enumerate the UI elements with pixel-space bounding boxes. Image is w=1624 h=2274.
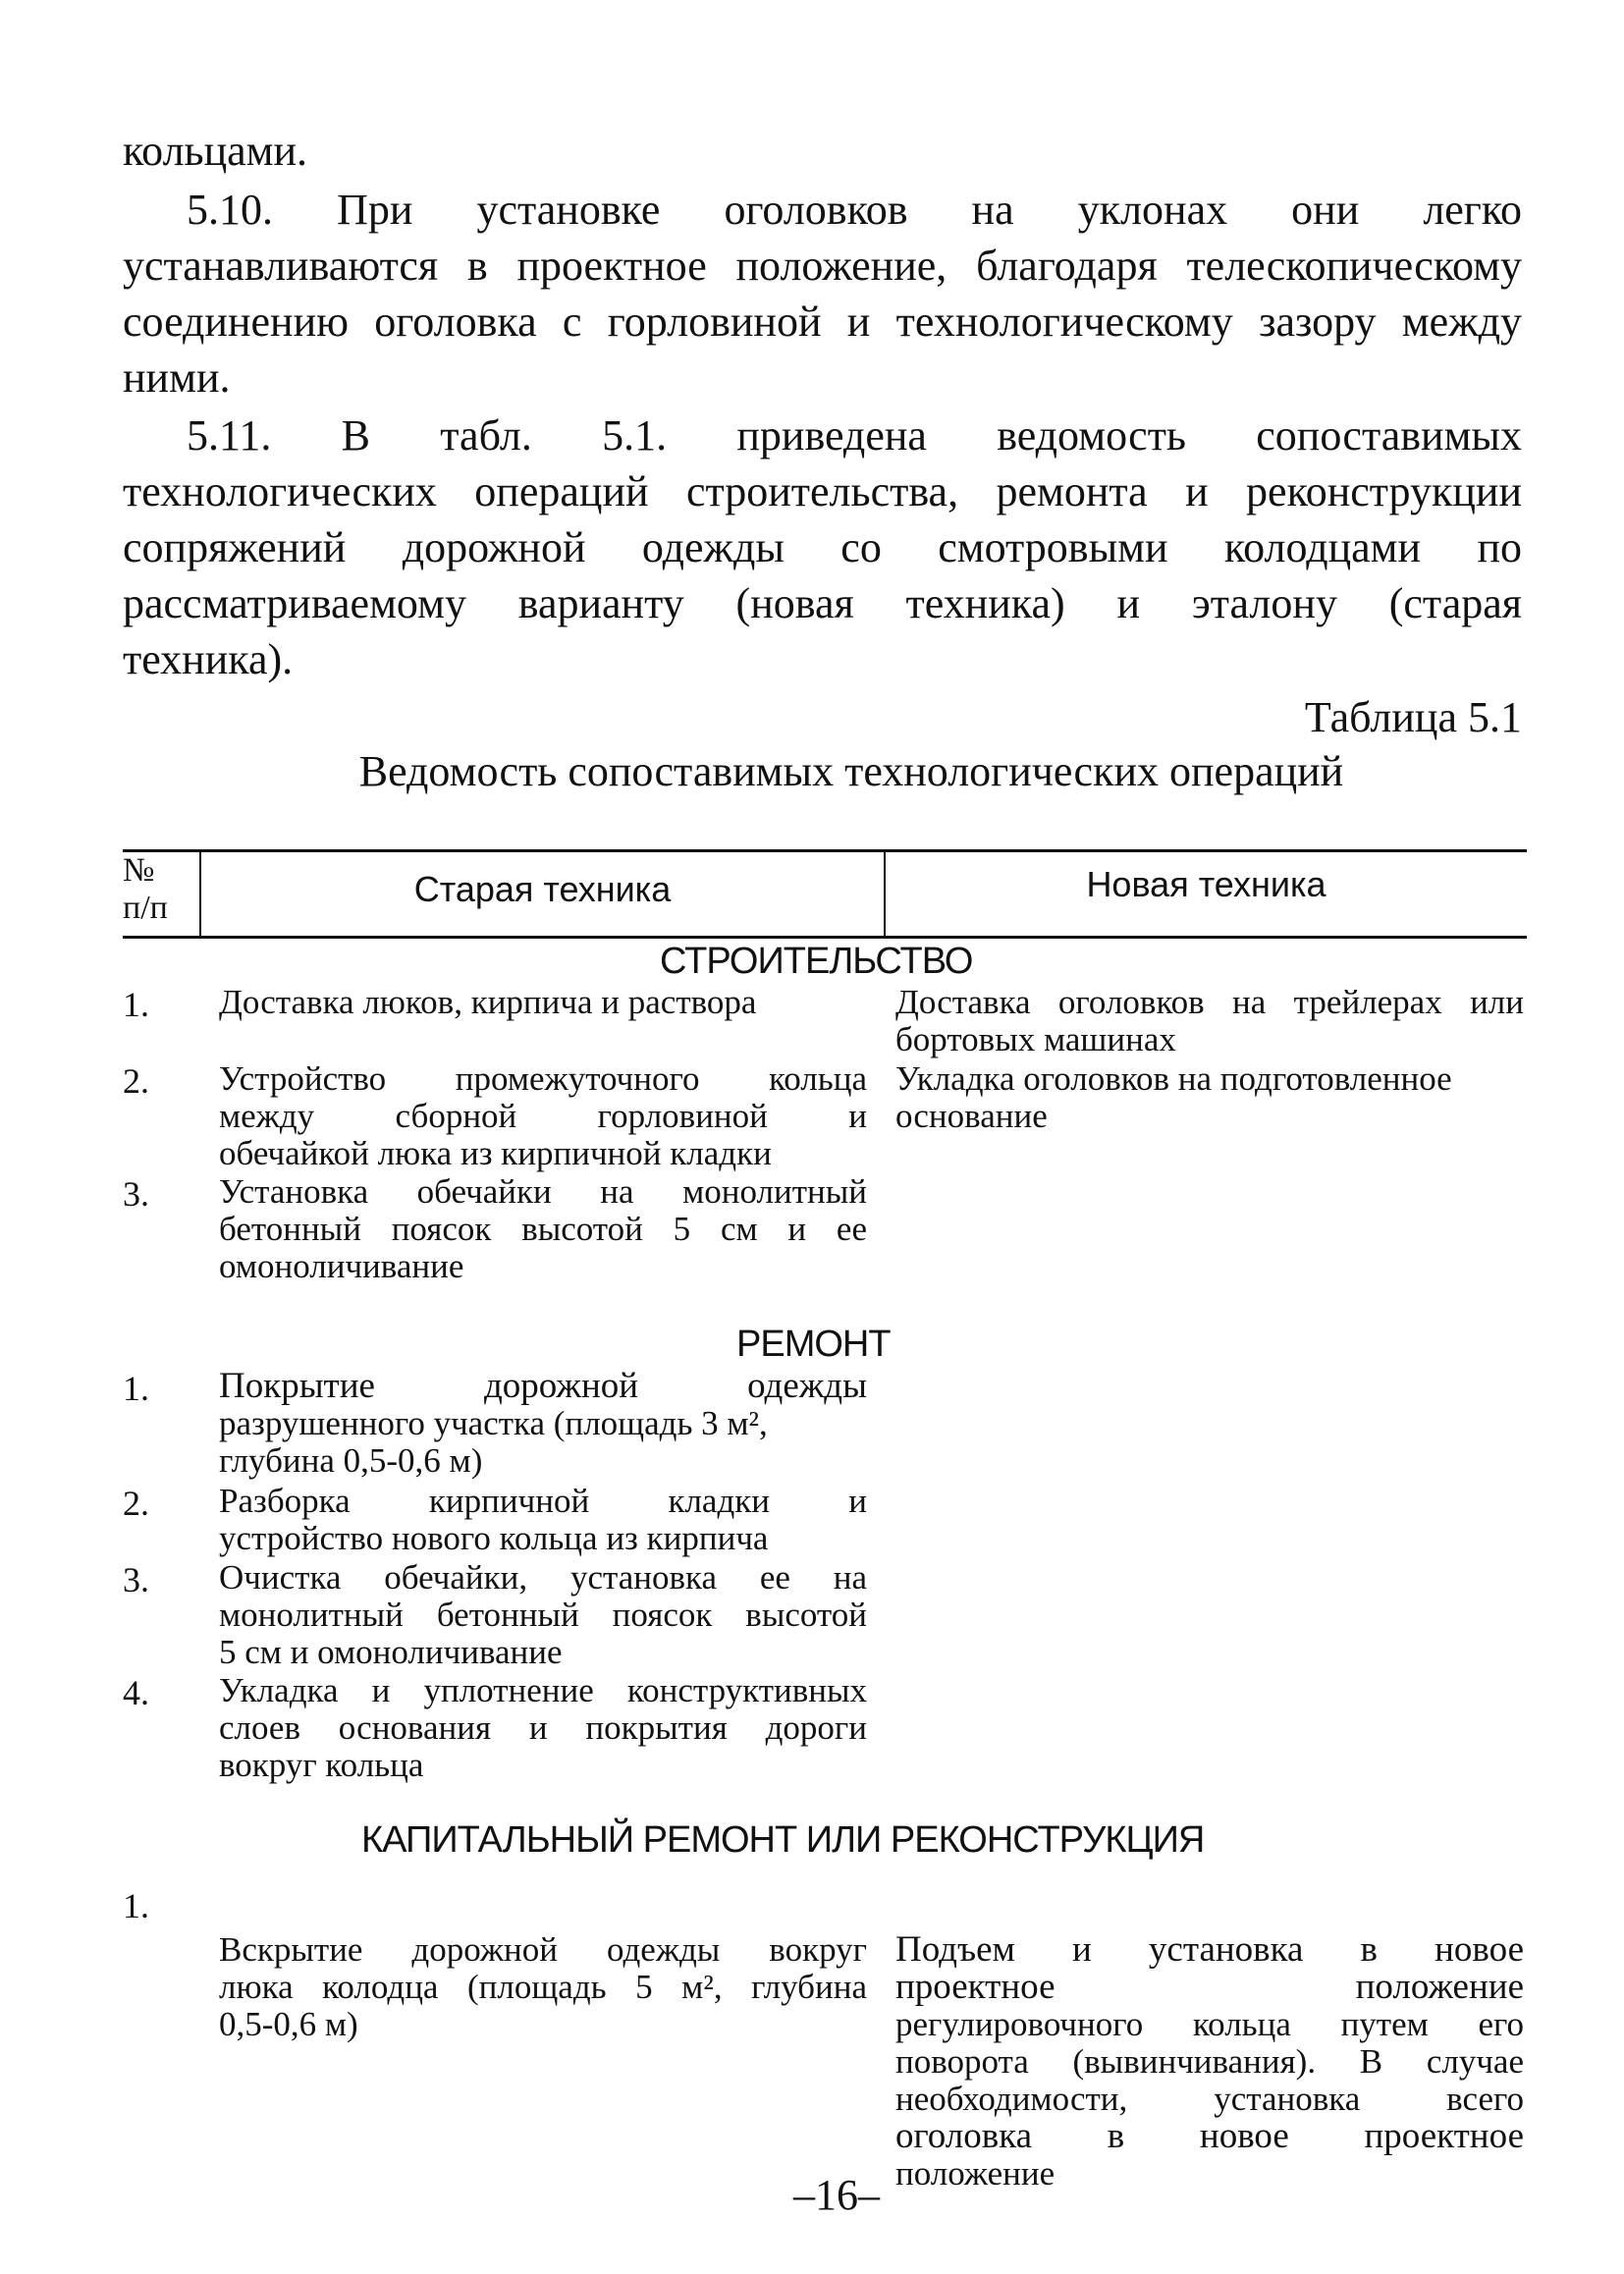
header-row-number — [123, 852, 168, 927]
text-line: слоев основания и покрытия дороги — [219, 1708, 867, 1747]
text-line: положение — [895, 2154, 1056, 2193]
text-line: бетонный поясок высотой 5 см и ее — [219, 1210, 867, 1248]
text-line: Доставка люков, кирпича и раствора — [219, 983, 757, 1021]
text-line: омоноличивание — [219, 1247, 464, 1285]
text-line: необходимости, установка всего — [895, 2080, 1524, 2118]
text-line: проектное положение — [895, 1967, 1524, 2007]
text-line: Устройство промежуточного кольца — [219, 1059, 867, 1098]
cell-old — [219, 1931, 867, 2043]
text-line: ними. — [123, 353, 231, 402]
text-line: технологических операций строительства, ремонта и реконструкции — [123, 467, 1522, 515]
table-number: Таблица 5.1 — [1304, 693, 1522, 741]
text-line: глубина 0,5-0,6 м) — [219, 1441, 483, 1480]
text-line: основание — [895, 1097, 1048, 1135]
text-line: Установка обечайки на монолитный — [219, 1172, 867, 1211]
text-line: разрушенного участка (площадь 3 м², — [219, 1404, 768, 1442]
row-number: 1. — [123, 985, 149, 1024]
row-number: 2. — [123, 1061, 149, 1101]
cell-old — [219, 1672, 867, 1784]
text-line: Укладка и уплотнение конструктивных — [219, 1671, 867, 1709]
cell-old — [219, 1173, 867, 1285]
text-line: кольцами. — [123, 127, 308, 175]
header-new-technique: Новая техника — [1086, 864, 1326, 904]
text-line: Доставка оголовков на трейлерах или — [895, 983, 1524, 1021]
text-line: Разборка кирпичной кладки и — [219, 1482, 867, 1520]
text-line: сопряжений дорожной одежды со смотровыми колодцами по — [123, 523, 1522, 571]
page-number: –16– — [793, 2171, 880, 2219]
text-line: бортовых машинах — [895, 1020, 1176, 1058]
text-line: Покрытие дорожной одежды — [219, 1366, 867, 1406]
row-number: 3. — [123, 1174, 149, 1214]
text-line: 5.10. При установке оголовков на уклонах они легко — [187, 186, 1522, 234]
text-line: Вскрытие дорожной одежды вокруг — [219, 1930, 867, 1969]
text-line: Укладка оголовков на подготовленное — [895, 1059, 1452, 1098]
table-title: Ведомость сопоставимых технологических операций — [358, 747, 1344, 795]
header-number-sign: № — [123, 852, 155, 889]
paragraph-5-11 — [123, 407, 1522, 687]
text-line: оголовка в новое проектное — [895, 2116, 1524, 2156]
paragraph-5-10 — [123, 182, 1522, 406]
text-line: техника). — [123, 635, 294, 683]
text-line: Очистка обечайки, установка ее на — [219, 1558, 867, 1597]
text-line: рассматриваемому варианту (новая техника) и эталону (старая — [123, 579, 1522, 627]
header-old-technique: Старая техника — [413, 869, 672, 909]
text-line: 5.11. В табл. 5.1. приведена ведомость сопоставимых — [187, 411, 1522, 460]
text-line: монолитный бетонный поясок высотой — [219, 1596, 867, 1634]
cell-old — [219, 1368, 867, 1480]
row-number: 1. — [123, 1886, 149, 1925]
text-line: обечайкой люка из кирпичной кладки — [219, 1134, 772, 1172]
header-pp: п/п — [123, 890, 168, 926]
text-line: люка колодца (площадь 5 м², глубина — [219, 1968, 867, 2006]
row-number: 1. — [123, 1369, 149, 1408]
row-number: 2. — [123, 1484, 149, 1523]
cell-new — [895, 984, 1524, 1058]
cell-new — [895, 1931, 1524, 2193]
table-header-bottom-rule — [123, 936, 1527, 939]
row-number: 4. — [123, 1673, 149, 1712]
text-line: устройство нового кольца из кирпича — [219, 1519, 769, 1557]
section-title-repair: РЕМОНТ — [736, 1324, 891, 1365]
text-line: соединению оголовка с горловиной и технологическому зазору между — [123, 298, 1522, 346]
cell-old — [219, 1060, 867, 1172]
section-title-overhaul: КАПИТАЛЬНЫЙ РЕМОНТ ИЛИ РЕКОНСТРУКЦИЯ — [361, 1819, 1205, 1861]
cell-old — [219, 1483, 867, 1557]
text-line: Подъем и установка в новое — [895, 1929, 1524, 1970]
text-line: устанавливаются в проектное положение, благодаря телескопическому — [123, 242, 1522, 290]
text-line: 0,5-0,6 м) — [219, 2005, 358, 2043]
cell-old — [219, 984, 867, 1021]
text-line: вокруг кольца — [219, 1746, 424, 1784]
cell-new — [895, 1060, 1524, 1135]
paragraph-continuation — [123, 123, 1522, 179]
table-header-top-rule — [123, 849, 1527, 852]
text-line: 5 см и омоноличивание — [219, 1633, 563, 1671]
text-line: регулировочного кольца путем его — [895, 2005, 1524, 2043]
section-title-construction: СТРОИТЕЛЬСТВО — [660, 941, 973, 982]
text-line: поворота (вывинчивания). В случае — [895, 2042, 1524, 2081]
row-number: 3. — [123, 1560, 149, 1599]
text-line: между сборной горловиной и — [219, 1097, 867, 1135]
cell-old — [219, 1559, 867, 1671]
